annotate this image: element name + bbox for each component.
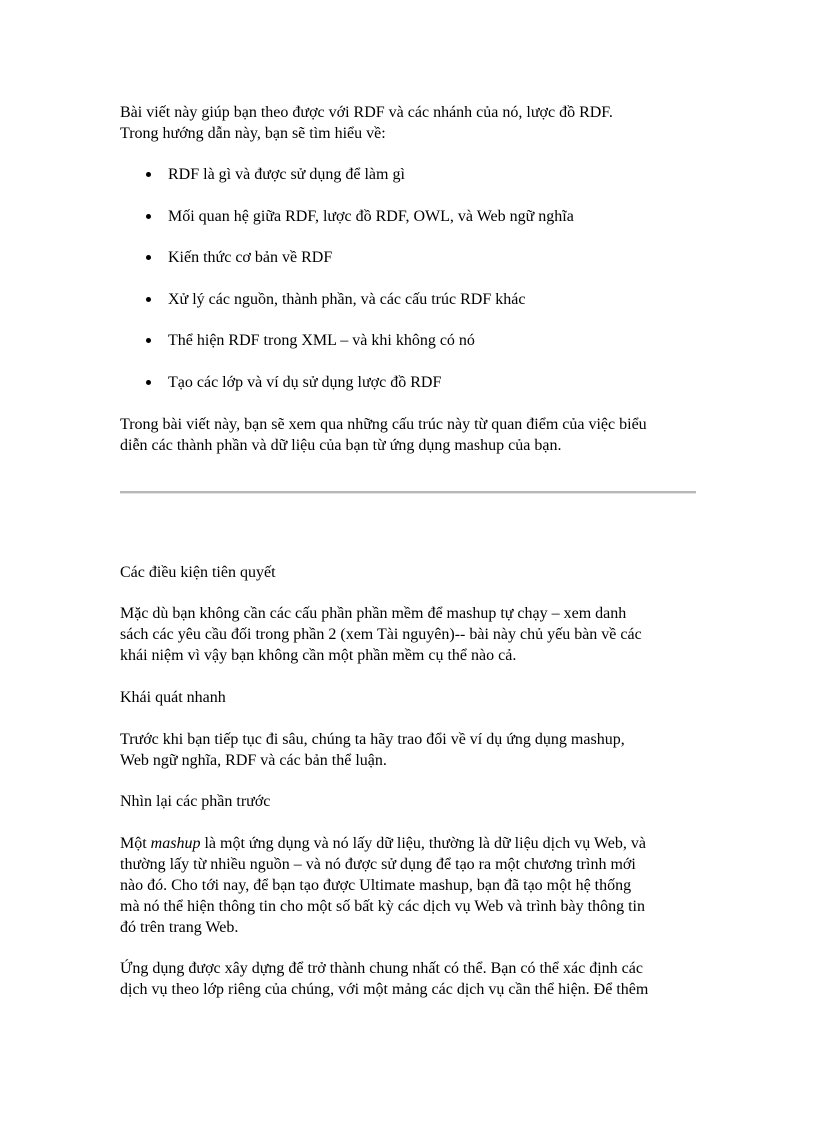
list-item [120, 372, 710, 393]
overview-line-2: Web ngữ nghĩa, RDF và các bản thể luận. [120, 752, 387, 769]
review-line-4: mà nó thể hiện thông tin cho một số bất kỳ các dịch vụ Web và trình bày thông tin [120, 898, 645, 915]
intro-line-1: Bài viết này giúp bạn theo được với RDF và các nhánh của nó, lược đồ RDF. [120, 104, 613, 121]
summary-paragraph [120, 414, 710, 456]
app-paragraph [120, 958, 710, 1000]
review-line-2: thường lấy từ nhiều nguồn – và nó được sử dụng để tạo ra một chương trình mới [120, 856, 636, 873]
app-line-1: Ứng dụng được xây dựng để trở thành chung nhất có thể. Bạn có thể xác định các [120, 960, 643, 977]
prereq-heading: Các điều kiện tiên quyết [120, 564, 276, 581]
list-item-text: Mối quan hệ giữa RDF, lược đồ RDF, OWL, và Web ngữ nghĩa [168, 207, 574, 225]
list-item-text: RDF là gì và được sử dụng để làm gì [168, 166, 405, 183]
list-item [120, 164, 710, 185]
list-item-text: Tạo các lớp và ví dụ sử dụng lược đồ RDF [168, 373, 442, 391]
review-line-1-end: là một ứng dụng và nó lấy dữ liệu, thường là dữ liệu dịch vụ Web, và [200, 835, 646, 852]
intro-paragraph [120, 102, 710, 144]
bullet-icon [146, 255, 151, 260]
bullet-icon [146, 380, 151, 385]
bullet-icon [146, 297, 151, 302]
mashup-term: mashup [150, 835, 201, 852]
bullet-icon [146, 172, 151, 177]
summary-line-1: Trong bài viết này, bạn sẽ xem qua những cấu trúc này từ quan điểm của việc biểu [120, 416, 647, 433]
list-item [120, 330, 710, 351]
overview-paragraph [120, 729, 710, 771]
list-item-text: Thể hiện RDF trong XML – và khi không có nó [168, 332, 475, 350]
prereq-line-2: sách các yêu cầu đối trong phần 2 (xem Tài nguyên)-- bài này chủ yếu bàn về các [120, 626, 642, 643]
prereq-line-3: khái niệm vì vậy bạn không cần một phần mềm cụ thể nào cả. [120, 647, 517, 664]
bullet-icon [146, 214, 151, 219]
list-item [120, 289, 710, 310]
prereq-line-1: Mặc dù bạn không cần các cấu phần phần mềm để mashup tự chạy – xem danh [120, 605, 627, 622]
review-heading: Nhìn lại các phần trước [120, 793, 271, 810]
review-line-1-start: Một [120, 835, 151, 852]
overview-heading: Khái quát nhanh [120, 689, 226, 706]
intro-line-2: Trong hướng dẫn này, bạn sẽ tìm hiểu về: [120, 125, 386, 142]
list-item [120, 247, 710, 268]
review-line-3: nào đó. Cho tới nay, để bạn tạo được Ultimate mashup, bạn đã tạo một hệ thống [120, 877, 632, 894]
horizontal-divider [120, 491, 696, 494]
review-line-5: đó trên trang Web. [120, 919, 239, 936]
list-item [120, 206, 710, 227]
summary-line-2: diễn các thành phần và dữ liệu của bạn từ ứng dụng mashup của bạn. [120, 437, 562, 454]
overview-line-1: Trước khi bạn tiếp tục đi sâu, chúng ta hãy trao đổi về ví dụ ứng dụng mashup, [120, 731, 625, 748]
topic-list [120, 164, 710, 414]
app-line-2: dịch vụ theo lớp riêng của chúng, với một mảng các dịch vụ cần thể hiện. Để thêm [120, 981, 649, 998]
list-item-text: Kiến thức cơ bản về RDF [168, 249, 333, 267]
bullet-icon [146, 338, 151, 343]
list-item-text: Xử lý các nguồn, thành phần, và các cấu trúc RDF khác [168, 290, 526, 308]
review-paragraph [120, 833, 710, 938]
prereq-paragraph [120, 603, 710, 666]
